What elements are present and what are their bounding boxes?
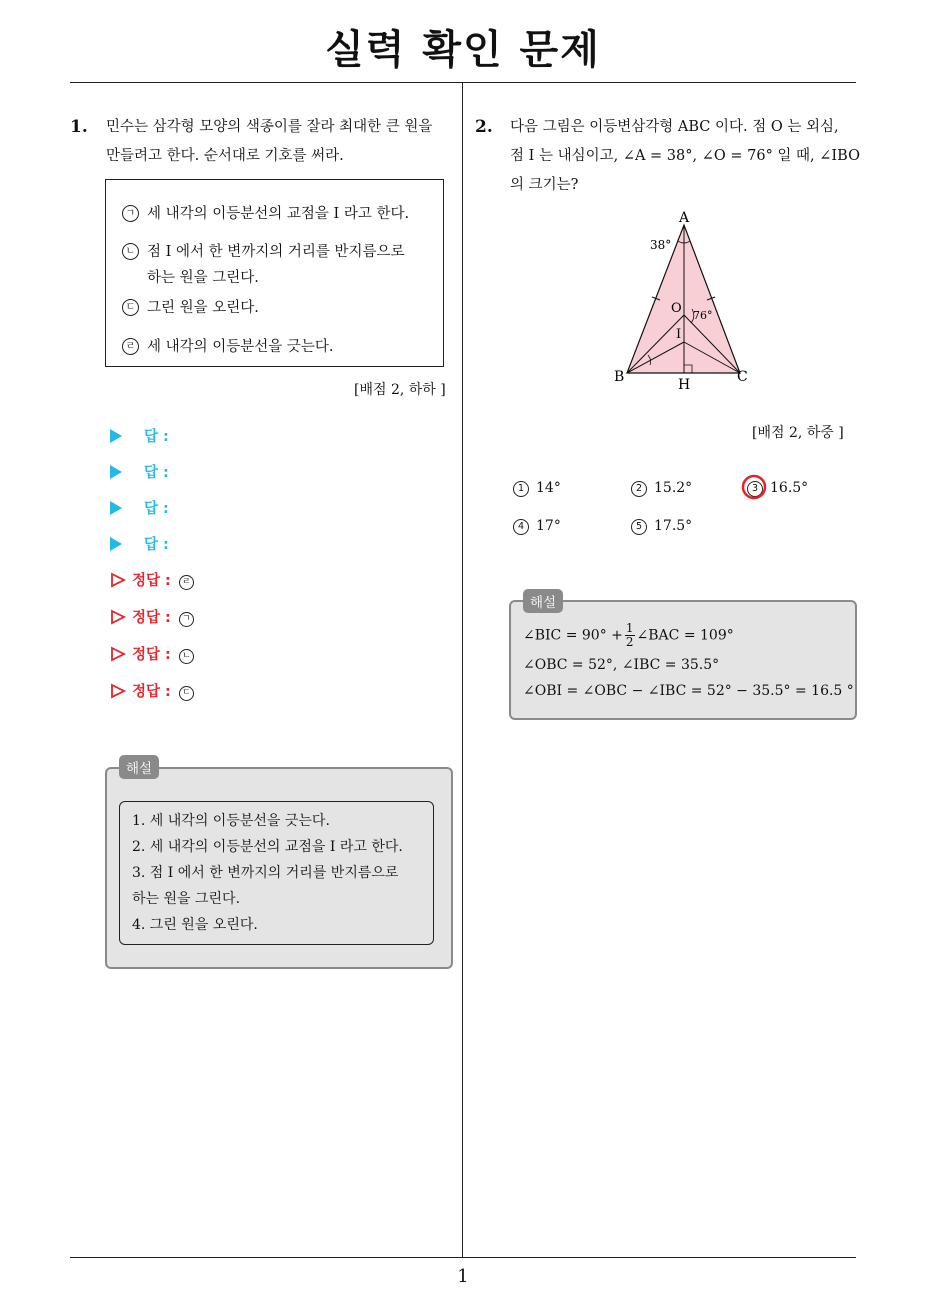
outline-arrow-icon (110, 646, 126, 662)
step-mark: ㄱ (122, 205, 139, 222)
q1-answer-row-4[interactable] (110, 533, 169, 553)
step-mark: ㄹ (122, 338, 139, 355)
step-mark: ㄷ (122, 299, 139, 316)
outline-arrow-icon (110, 683, 126, 699)
page-title: 실력 확인 문제 (325, 27, 601, 73)
step-text-cont: 하는 원을 그린다. (147, 270, 259, 286)
q2-text-line3: 의 크기는? (510, 177, 579, 193)
play-arrow-icon (110, 501, 122, 515)
correct-label: 정답 : (132, 684, 171, 700)
q1-explanation-box (105, 767, 453, 969)
q1-text-line1: 민수는 삼각형 모양의 색종이를 잘라 최대한 큰 원을 (106, 119, 433, 135)
q1-correct-row-3 (110, 643, 194, 663)
explanation-line: 2. 세 내각의 이등분선의 교점을 I 라고 한다. (132, 839, 403, 855)
q2-choice-2[interactable] (631, 480, 692, 497)
step-text: 그린 원을 오린다. (147, 300, 259, 316)
fraction-denominator: 2 (625, 635, 634, 649)
step-text: 세 내각의 이등분선의 교점을 I 라고 한다. (147, 206, 410, 222)
step-text: 세 내각의 이등분선을 긋는다. (147, 339, 334, 355)
solution-text: ∠BAC = 109° (636, 627, 734, 644)
choice-value: 14° (536, 480, 561, 496)
answer-label: 답 : (144, 429, 169, 445)
q1-step-1 (122, 201, 409, 227)
q2-explanation-tag: 해설 (523, 589, 563, 613)
q2-choice-1[interactable] (513, 480, 561, 497)
label-b: B (614, 369, 625, 385)
solution-line-2: ∠OBC = 52°, ∠IBC = 35.5° (523, 657, 720, 673)
label-angle-a: 38° (650, 238, 672, 252)
q2-text-line1: 다음 그림은 이등변삼각형 ABC 이다. 점 O 는 외심, (510, 119, 839, 135)
choice-mark: 2 (631, 481, 647, 497)
q1-answer-row-1[interactable] (110, 425, 169, 445)
q2-score: [배점 2, 하중 ] (752, 425, 844, 441)
correct-value: ㄹ (179, 575, 194, 590)
explanation-line: 1. 세 내각의 이등분선을 긋는다. (132, 813, 330, 829)
solution-line-1 (523, 622, 734, 649)
q2-text (510, 113, 860, 200)
selected-circle-icon (739, 472, 769, 502)
choice-mark: 5 (631, 519, 647, 535)
explanation-line: 하는 원을 그린다. (132, 891, 241, 907)
bottom-rule (70, 1257, 856, 1258)
q2-explanation-box (509, 600, 857, 720)
q1-step-2 (122, 239, 405, 291)
q1-correct-row-2 (110, 606, 194, 626)
correct-label: 정답 : (132, 647, 171, 663)
label-o: O (671, 301, 682, 316)
q1-step-3 (122, 295, 259, 321)
explanation-line: 4. 그린 원을 오린다. (132, 917, 258, 933)
explanation-line: 3. 점 I 에서 한 변까지의 거리를 반지름으로 (132, 865, 399, 881)
q1-explanation-inner (119, 801, 434, 945)
q1-answer-row-2[interactable] (110, 461, 169, 481)
q1-answer-row-3[interactable] (110, 497, 169, 517)
correct-label: 정답 : (132, 610, 171, 626)
label-a: A (679, 210, 690, 226)
choice-value: 16.5° (770, 480, 809, 496)
q2-triangle-figure (610, 205, 760, 395)
choice-mark: 3 (747, 481, 763, 497)
step-mark: ㄴ (122, 243, 139, 260)
q1-number: 1. (70, 117, 88, 137)
play-arrow-icon (110, 429, 122, 443)
q1-step-4 (122, 334, 334, 360)
q1-correct-row-1 (110, 569, 194, 589)
correct-value: ㄱ (179, 612, 194, 627)
answer-label: 답 : (144, 501, 169, 517)
q2-number: 2. (475, 117, 493, 137)
q1-explanation-tag: 해설 (119, 755, 159, 779)
fraction (625, 622, 635, 649)
step-text: 점 I 에서 한 변까지의 거리를 반지름으로 (147, 244, 405, 260)
choice-mark: 1 (513, 481, 529, 497)
choice-mark: 4 (513, 519, 529, 535)
play-arrow-icon (110, 465, 122, 479)
column-divider (462, 82, 463, 1257)
page-number: 1 (457, 1266, 469, 1287)
label-c: C (737, 369, 748, 385)
correct-value: ㄴ (179, 649, 194, 664)
q1-text-line2: 만들려고 한다. 순서대로 기호를 써라. (106, 148, 344, 164)
fraction-numerator: 1 (625, 621, 634, 635)
q2-choice-3[interactable] (747, 480, 808, 497)
q1-score: [배점 2, 하하 ] (354, 382, 446, 398)
q1-correct-row-4 (110, 680, 194, 700)
top-rule (70, 82, 856, 83)
outline-arrow-icon (110, 609, 126, 625)
choice-value: 17° (536, 518, 561, 534)
choice-value: 15.2° (654, 480, 693, 496)
correct-value: ㄷ (179, 686, 194, 701)
q1-text (106, 113, 432, 171)
label-h: H (678, 377, 691, 393)
q2-choice-5[interactable] (631, 518, 692, 535)
solution-text: ∠BIC = 90° + (523, 627, 623, 644)
q2-text-line2: 점 I 는 내심이고, ∠A = 38°, ∠O = 76° 일 때, ∠IBO (510, 148, 860, 164)
answer-label: 답 : (144, 465, 169, 481)
q2-choice-4[interactable] (513, 518, 561, 535)
correct-label: 정답 : (132, 573, 171, 589)
choice-value: 17.5° (654, 518, 693, 534)
answer-label: 답 : (144, 537, 169, 553)
play-arrow-icon (110, 537, 122, 551)
solution-line-3: ∠OBI = ∠OBC − ∠IBC = 52° − 35.5° = 16.5 ° (523, 683, 854, 699)
label-angle-o: 76° (693, 309, 713, 322)
q1-steps-box (105, 179, 444, 367)
label-i: I (676, 327, 682, 342)
outline-arrow-icon (110, 572, 126, 588)
